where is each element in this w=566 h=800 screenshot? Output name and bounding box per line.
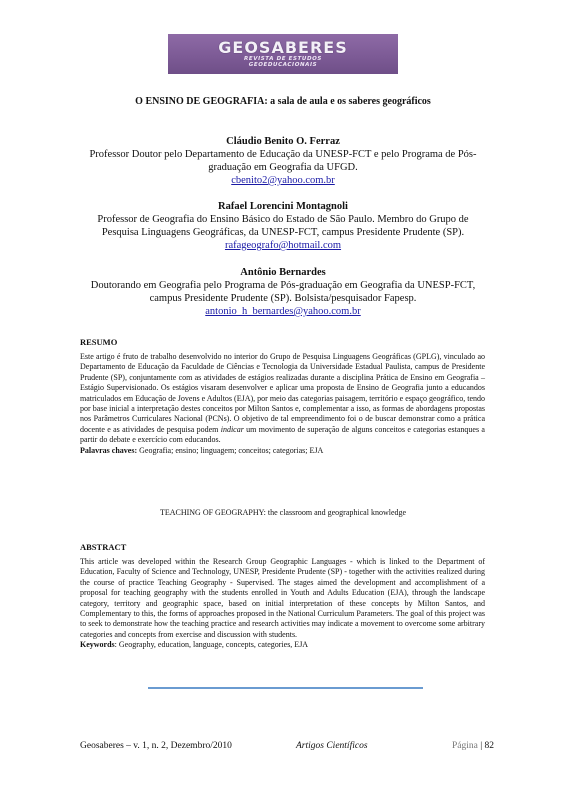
resumo-text: Este artigo é fruto de trabalho desenvolvido no interior do Grupo de Pesquisa Linguagens Geográficas (GPLG), vinculado ao Departamento de Educação da Faculdade de Ciências e Tecnologia da Universidade Estadual Paulista, campus de Presidente Prudente (SP), conjuntamente com as atividades de estágios realizadas durante a disciplina Prática de Ensino em Geografia – Estágio Supervisionado. Os estágios visaram desenvolver e aplicar uma proposta de Ensino de Geografia junto a educandos matriculados em Educação de Jovens e Adultos (EJA), por meio das categorias paisagem, território e espaço geográfico, tendo por base inicial a interpretação destes conceitos por Milton Santos e, complementar a isso, as formas de abordagens propostas nos Parâmetros Curriculares Nacional (PCNs). O objetivo de tal empreendimento foi o de buscar demonstrar como a prática docente e as atividades de pesquisa podem <box>80 352 485 434</box>
author-email-link[interactable]: antonio_h_bernardes@yahoo.com.br <box>205 306 361 317</box>
author-name: Cláudio Benito O. Ferraz <box>226 136 340 147</box>
author-affiliation: Professor de Geografia do Ensino Básico do Estado de São Paulo. Membro do Grupo de Pesquisa Linguagens Geográficas, da UNESP-FCT, campus Presidente Prudente (SP). <box>97 214 469 238</box>
author-block-2 <box>78 200 488 252</box>
author-name: Rafael Lorencini Montagnoli <box>218 201 348 212</box>
author-affiliation: Professor Doutor pelo Departamento de Educação da UNESP-FCT e pelo Programa de Pós-graduação em Geografia da UFGD. <box>89 149 477 173</box>
keywords-en: : Geography, education, language, concepts, categories, EJA <box>114 640 309 650</box>
resumo-text-end: um movimento de superação de alguns conceitos e categorias estanques a partir do debate e exercício com educandos. <box>80 424 485 445</box>
journal-logo: GEOSABERES <box>218 38 348 57</box>
author-email-link[interactable]: rafageografo@hotmail.com <box>224 240 342 251</box>
page-label: Página <box>452 741 478 751</box>
article-title: O ENSINO DE GEOGRAFIA: a sala de aula e os saberes geográficos <box>135 96 431 107</box>
abstract-body <box>80 557 485 651</box>
footer-section: Artigos Científicos <box>296 741 368 751</box>
separator-rule <box>148 687 423 689</box>
author-block-1 <box>78 135 488 187</box>
page-separator: | <box>477 741 485 751</box>
keywords-label: Palavras chaves: <box>80 445 138 455</box>
footer-page <box>452 741 494 751</box>
journal-banner <box>168 34 398 74</box>
footer-journal: Geosaberes – v. 1, n. 2, Dezembro/2010 <box>80 741 232 751</box>
resumo-italic: indicar <box>220 424 244 434</box>
page-number: 82 <box>484 741 495 751</box>
author-email-link[interactable]: cbenito2@yahoo.com.br <box>231 175 335 186</box>
author-affiliation: Doutorando em Geografia pelo Programa de Pós-graduação em Geografia da UNESP-FCT, campus Presidente Prudente (SP). Bolsista/pesquisador Fapesp. <box>90 280 476 304</box>
resumo-body <box>80 352 485 456</box>
english-title: TEACHING OF GEOGRAPHY: the classroom and geographical knowledge <box>159 508 407 517</box>
resumo-heading: RESUMO <box>80 337 118 347</box>
abstract-text: This article was developed within the Research Group Geographic Languages - which is linked to the Department of Education, Faculty of Science and Technology, UNESP, Presidente Prudente (SP) - together with the activities realized during the course of practice Teaching Geography - Supervised. The stages aimed the development and accomplishment of a proposal for teaching geography with the students enrolled in Youth and Adults Education (EJA), through the landscape category, territory and geographic space, based on initial interpretation of these concepts by Milton Santos, and Complementary to this, the forms of approaches proposed in the National Curriculum Parameters. The goal of this project was to seek to demonstrate how the teaching practice and research activities may indicate a movement to overcome some arbitrary categories and concepts from exercise and discussion with students. <box>80 557 485 639</box>
keywords-en-label: Keywords <box>80 640 115 650</box>
journal-subtitle-line2: GEOEDUCACIONAIS <box>248 62 318 68</box>
abstract-heading: ABSTRACT <box>80 542 127 552</box>
author-block-3 <box>78 266 488 318</box>
keywords-pt: Geografia; ensino; linguagem; conceitos; categorias; EJA <box>137 445 324 455</box>
journal-subtitle-line1: REVISTA DE ESTUDOS <box>244 56 322 62</box>
author-name: Antônio Bernardes <box>240 267 326 278</box>
